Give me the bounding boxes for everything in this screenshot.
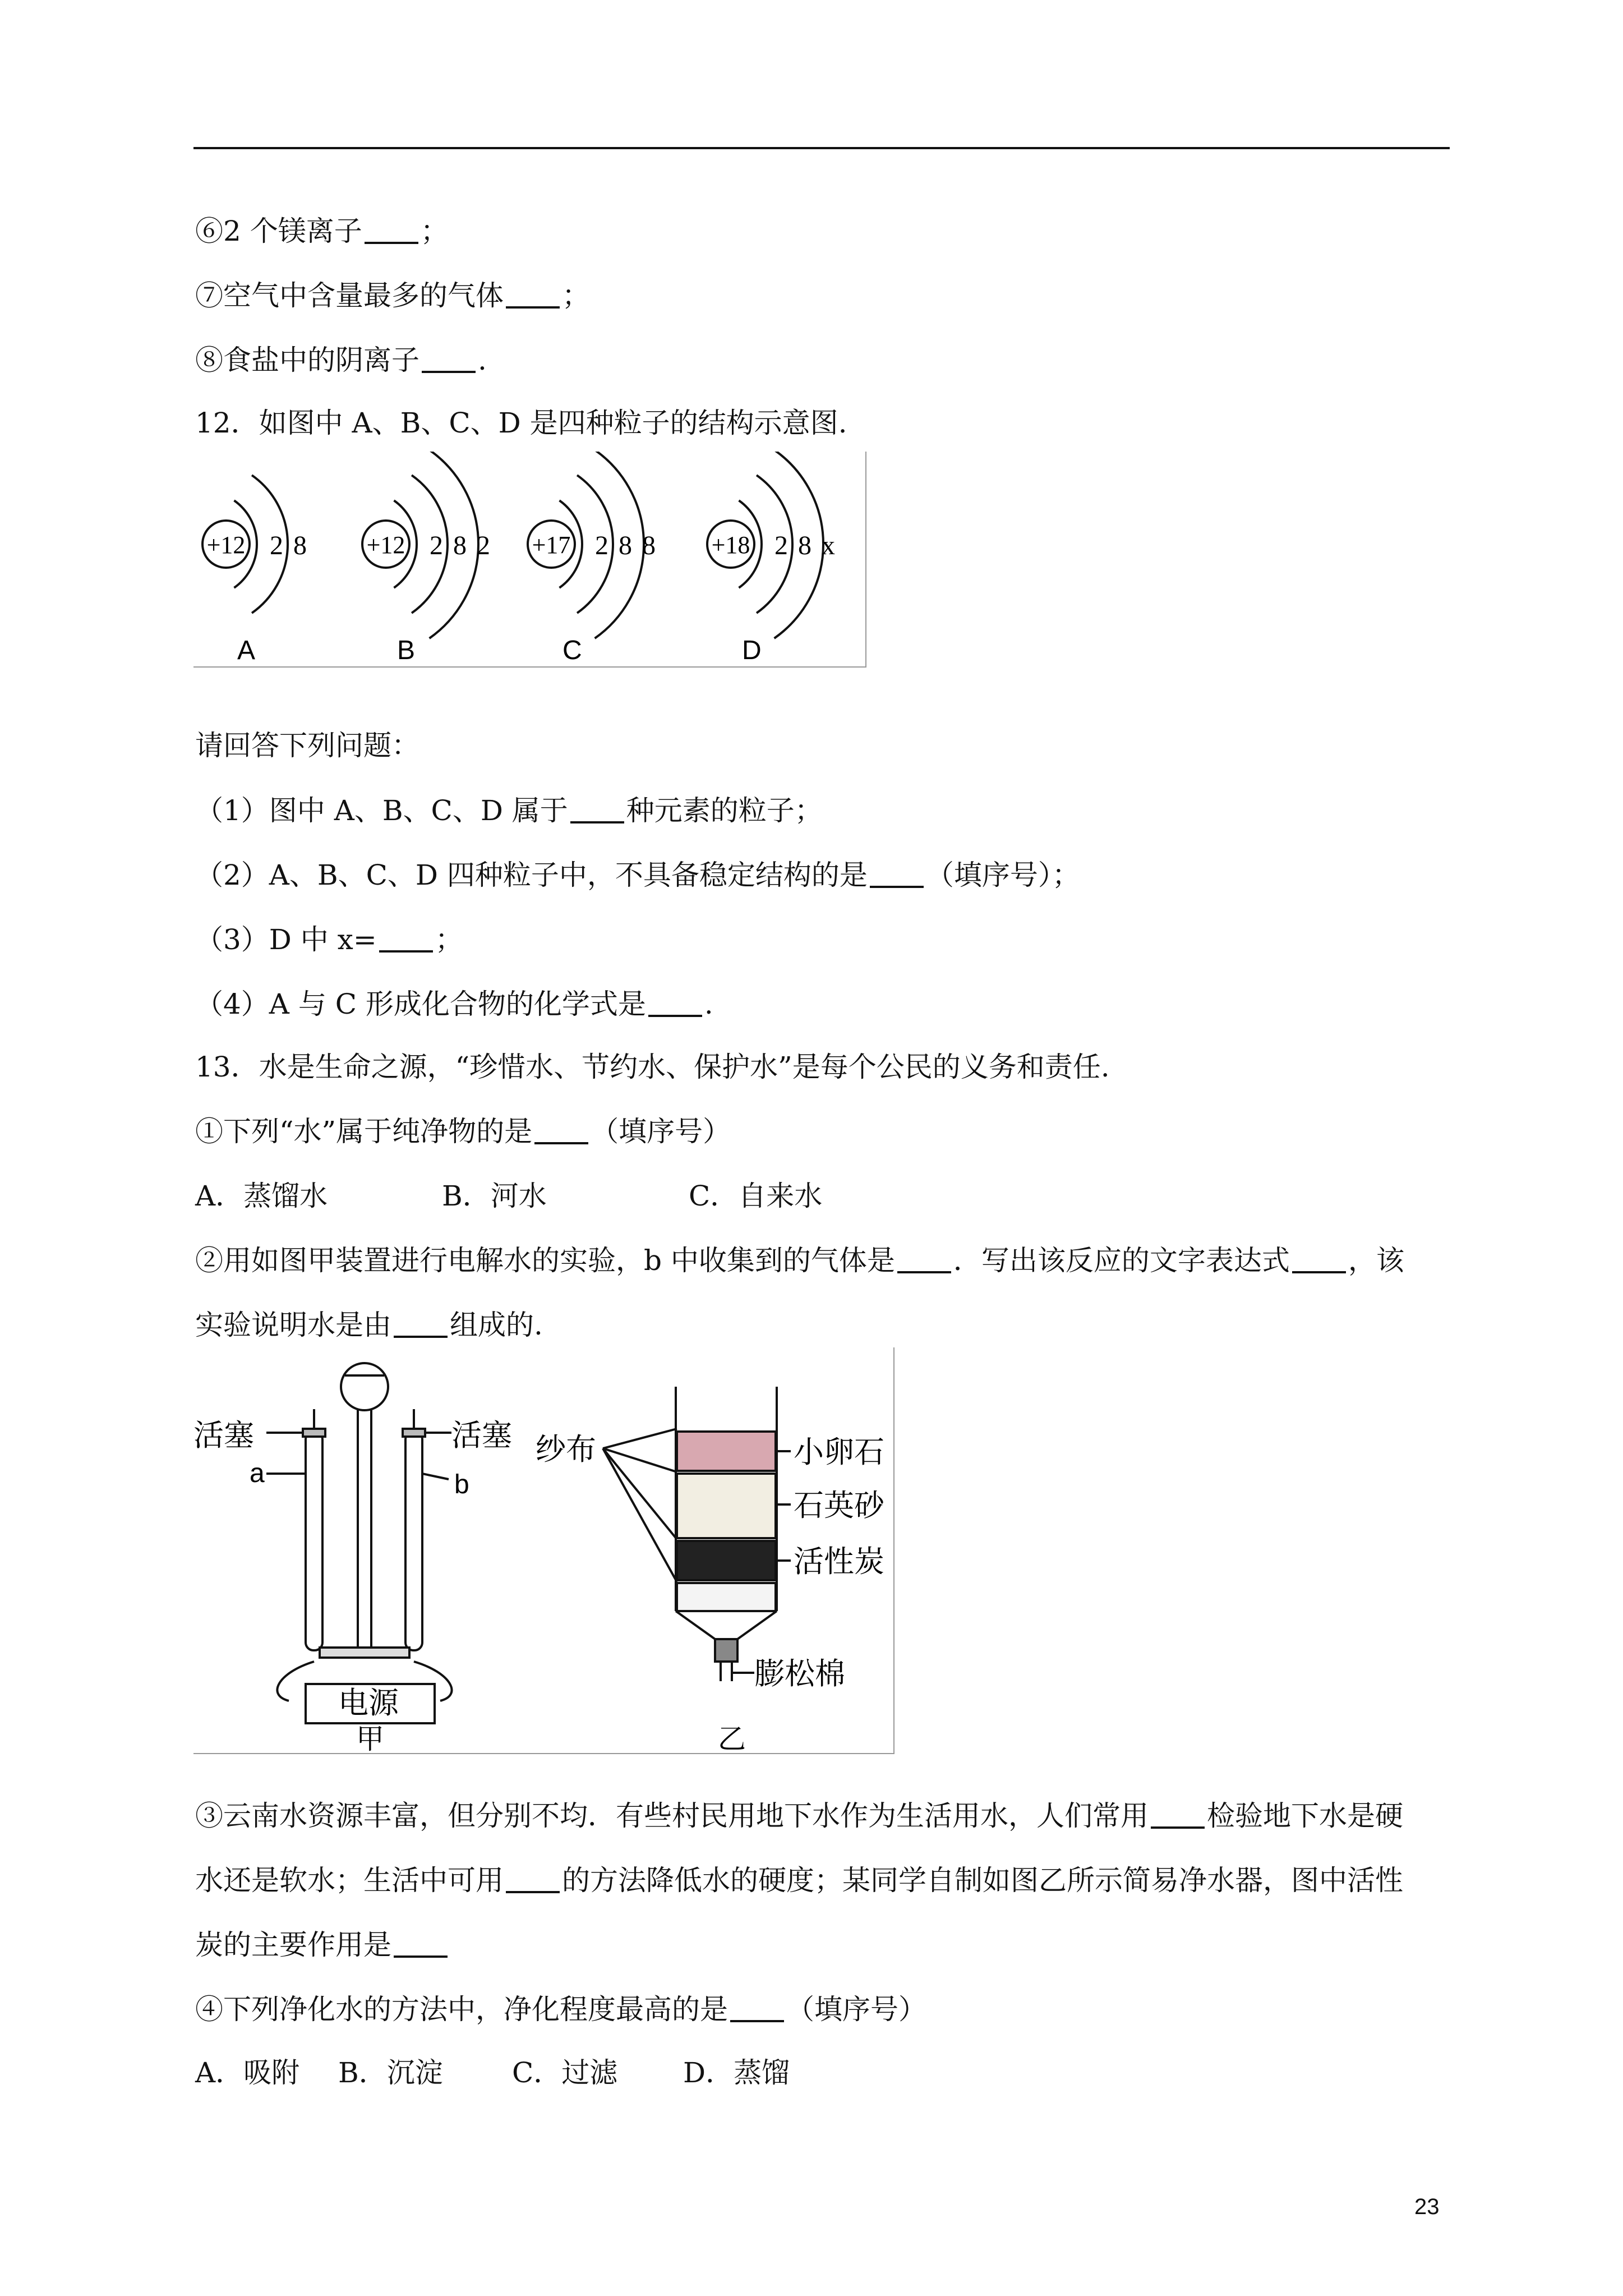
blank[interactable] bbox=[870, 860, 924, 888]
sub-1: ①下列“水”属于纯净物的是 （填序号） bbox=[195, 1115, 731, 1148]
line-8: ⑧食盐中的阴离子 . bbox=[195, 344, 487, 376]
page-number: 23 bbox=[1414, 2194, 1440, 2219]
line-7: ⑦空气中含量最多的气体 ； bbox=[195, 279, 590, 312]
option-b: B．沉淀 bbox=[338, 2056, 443, 2089]
atom-label: A bbox=[237, 636, 256, 665]
nucleus-charge: +12 bbox=[366, 531, 405, 559]
part-2: （2）A、B、C、D 四种粒子中，不具备稳定结构的是 （填序号）； bbox=[195, 859, 1080, 891]
valve-right-label: 活塞 bbox=[451, 1419, 512, 1452]
blank[interactable] bbox=[379, 924, 433, 953]
layer-quartz-label: 石英砂 bbox=[794, 1489, 884, 1522]
atom-label: B bbox=[397, 636, 416, 665]
option-b: B．河水 bbox=[442, 1180, 547, 1212]
nucleus-charge: +18 bbox=[711, 531, 750, 559]
sub-4: ④下列净化水的方法中，净化程度最高的是 （填序号） bbox=[195, 1993, 926, 2026]
blank[interactable] bbox=[570, 795, 624, 823]
blank[interactable] bbox=[534, 1116, 588, 1144]
ask-line: 请回答下列问题： bbox=[195, 729, 419, 762]
tube-b-label: b bbox=[454, 1470, 469, 1499]
shell-electron-count: 8 bbox=[453, 531, 467, 560]
tube-a-label: a bbox=[250, 1458, 265, 1488]
blank[interactable] bbox=[365, 216, 418, 244]
sub-3-line-2: 水还是软水；生活中可用 的方法降低水的硬度；某同学自制如图乙所示简易净水器，图中活性 bbox=[195, 1864, 1403, 1897]
layer-pebbles-label: 小卵石 bbox=[794, 1435, 884, 1469]
part-3: （3）D 中 x= ； bbox=[195, 923, 463, 956]
option-c: C．自来水 bbox=[689, 1180, 823, 1212]
atom-label: C bbox=[562, 636, 582, 665]
water-purifier bbox=[603, 1387, 791, 1681]
left-caption: 甲 bbox=[356, 1723, 384, 1754]
blank[interactable] bbox=[648, 989, 702, 1017]
sub-3-line-3: 炭的主要作用是 bbox=[195, 1927, 450, 1963]
option-d: D．蒸馏 bbox=[683, 2056, 790, 2089]
power-label: 电源 bbox=[338, 1686, 399, 1720]
part-1: （1）图中 A、B、C、D 属于 种元素的粒子； bbox=[195, 794, 823, 827]
blank[interactable] bbox=[1151, 1801, 1205, 1829]
question-12: 12．如图中 A、B、C、D 是四种粒子的结构示意图. bbox=[195, 407, 847, 439]
nucleus-charge: +17 bbox=[532, 531, 571, 559]
atom-label: D bbox=[742, 636, 762, 665]
cloth-label: 纱布 bbox=[536, 1433, 596, 1466]
shell-electron-count: x bbox=[822, 531, 835, 560]
shell-electron-count: 8 bbox=[293, 531, 307, 560]
atom-structure-figure bbox=[193, 452, 866, 668]
right-caption: 乙 bbox=[718, 1723, 746, 1754]
blank[interactable] bbox=[897, 1245, 951, 1273]
valve-left-label: 活塞 bbox=[193, 1419, 254, 1452]
blank[interactable] bbox=[506, 280, 560, 309]
shell-electron-count: 8 bbox=[642, 531, 656, 560]
shell-electron-count: 2 bbox=[430, 531, 443, 560]
question-13: 13．水是生命之源，“珍惜水、节约水、保护水”是每个公民的义务和责任. bbox=[195, 1051, 1110, 1083]
sub-2-line-2: 实验说明水是由 组成的. bbox=[195, 1309, 543, 1341]
option-a: A．吸附 bbox=[195, 2056, 300, 2089]
shell-electron-count: 2 bbox=[270, 531, 283, 560]
shell-electron-count: 8 bbox=[619, 531, 632, 560]
blank[interactable] bbox=[394, 1310, 448, 1338]
sub-2-line-1: ②用如图甲装置进行电解水的实验，b 中收集到的气体是 ．写出该反应的文字表达式 ，该 bbox=[195, 1244, 1404, 1277]
blank[interactable] bbox=[422, 345, 476, 373]
shell-electron-count: 2 bbox=[774, 531, 788, 560]
shell-electron-count: 8 bbox=[798, 531, 811, 560]
option-a: A．蒸馏水 bbox=[195, 1180, 328, 1212]
nucleus-charge: +12 bbox=[206, 531, 246, 559]
option-c: C．过滤 bbox=[512, 2056, 618, 2089]
shell-electron-count: 2 bbox=[595, 531, 608, 560]
part-4: （4）A 与 C 形成化合物的化学式是 . bbox=[195, 988, 713, 1020]
layer-cotton-label: 膨松棉 bbox=[754, 1657, 845, 1691]
layer-carbon-label: 活性炭 bbox=[794, 1545, 884, 1579]
blank[interactable] bbox=[730, 1994, 784, 2022]
header-rule bbox=[193, 147, 1450, 149]
sub-4-options bbox=[195, 2055, 790, 2091]
blank[interactable] bbox=[394, 1930, 448, 1958]
apparatus-figure bbox=[193, 1347, 895, 1754]
atom-A bbox=[202, 475, 307, 665]
sub-3-line-1: ③云南水资源丰富，但分别不均．有些村民用地下水作为生活用水，人们常用 检验地下水是硬 bbox=[195, 1800, 1403, 1832]
blank[interactable] bbox=[1292, 1245, 1346, 1273]
atom-D bbox=[707, 452, 835, 665]
blank[interactable] bbox=[506, 1865, 560, 1893]
line-6: ⑥2 个镁离子 ； bbox=[195, 215, 449, 247]
atom-B bbox=[362, 452, 490, 665]
electrolysis-apparatus bbox=[266, 1363, 452, 1723]
atom-C bbox=[528, 452, 656, 665]
sub-1-options bbox=[195, 1178, 822, 1214]
shell-electron-count: 2 bbox=[477, 531, 490, 560]
